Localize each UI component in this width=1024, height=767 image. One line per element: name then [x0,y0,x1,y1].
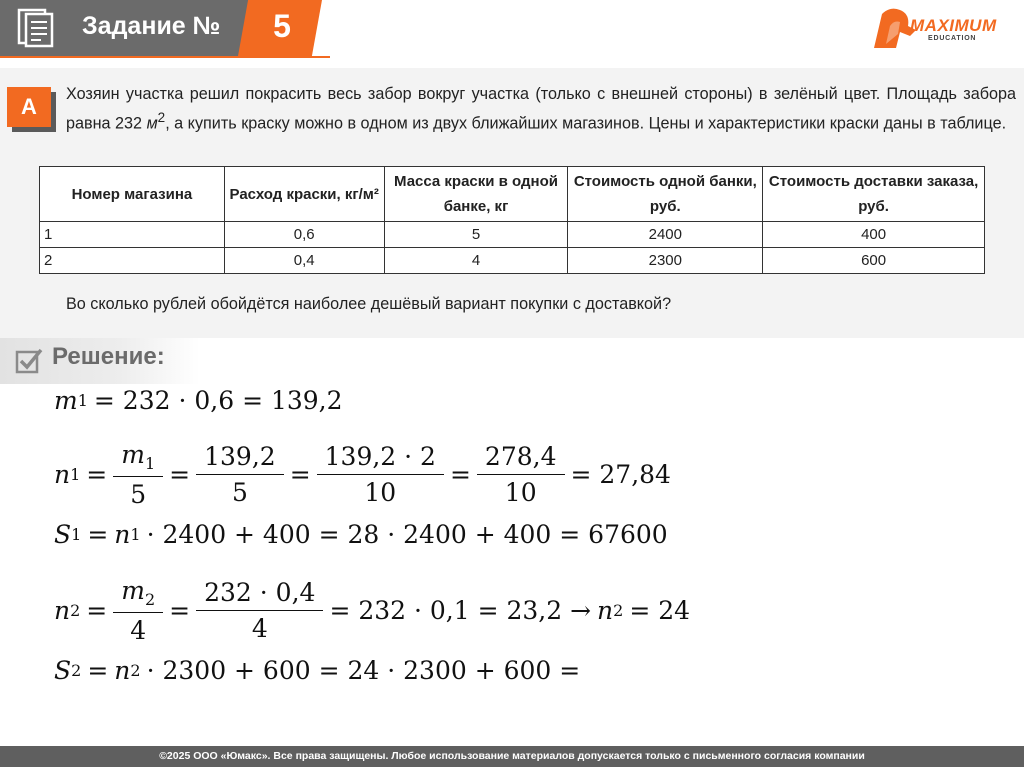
eq-var: n [114,520,131,549]
checkbox-check-icon [14,346,44,376]
eq-var: n [597,596,614,625]
table-row [40,222,985,248]
frac-den: 5 [196,474,284,507]
eq-rhs: · 2300 + 600 = 24 · 2300 + 600 = [146,656,581,685]
eq-var: n [54,596,71,625]
eq-var: n [54,460,71,489]
problem-badge: А [7,87,51,127]
fraction [117,440,159,509]
eq-var: n [114,656,131,685]
eq-rhs: = 232 · 0,1 = 23,2 → [329,596,592,625]
table-cell: 2400 [568,222,763,248]
eq-var: S [54,656,72,685]
document-icon [17,8,55,48]
frac-den: 10 [317,474,444,507]
area-unit: м [146,114,158,133]
column-header: Номер магазина [40,167,225,222]
eq-result: = 27,84 [570,460,671,489]
logo-subtext: EDUCATION [928,35,977,42]
area-unit-power: 2 [157,110,166,125]
frac-num-sub: 1 [144,454,156,473]
frac-num-var: m [121,576,145,605]
logo-text: MAXIMUM [910,16,997,35]
equation-line-1 [54,386,349,415]
eq-sub: 2 [130,661,141,680]
logo [870,2,1016,58]
frac-den: 4 [113,612,163,645]
equation-line-4: n 2 = $\frac{m_2}{4}$ = $\frac{232 \cdot 0,4}{4}$ = 232 · 0,1 = 23,2 → n 2 = 24 [54,576,691,645]
column-header: Стоимость одной банки, руб. [568,167,763,222]
table-cell: 4 [384,248,568,274]
table-cell: 1 [40,222,225,248]
fraction [200,578,319,643]
eq-sub: 1 [71,525,82,544]
footer: ©2025 ООО «Юмакс». Все права защищены. Любое использование материалов допускается только с письменного согласия компании [0,746,1024,767]
header-accent-line [0,56,330,58]
eq-rhs: · 2400 + 400 = 28 · 2400 + 400 = 67600 [146,520,668,549]
table-cell: 0,6 [224,222,384,248]
frac-num-sub: 2 [144,590,156,609]
eq-sub: 2 [70,601,81,620]
equation-line-3: S 1 = n 1 · 2400 + 400 = 28 · 2400 + 400 = 67600 [54,520,668,549]
table-cell: 5 [384,222,568,248]
problem-text-part2: , а купить краску можно в одном из двух ближайших магазинов. Цены и характеристики краски даны в таблице. [165,114,1007,133]
frac-num: 232 · 0,4 [204,578,316,607]
eq-var: S [54,520,72,549]
solution-heading: Решение: [52,343,165,370]
table-cell: 600 [763,248,985,274]
fraction [200,442,280,507]
eq-sub: 2 [613,601,624,620]
frac-den: 10 [477,474,565,507]
equation-line-2: n 1 = $\frac{m_1}{5}$ = $\frac{139,2}{5}$ = $\frac{139,2 \cdot 2}{10}$ = $\frac{278,4}{10}$ = 27,84 [54,440,671,509]
eq-sub: 1 [77,391,88,410]
column-header: Стоимость доставки заказа, руб. [763,167,985,222]
eq-sub: 1 [130,525,141,544]
problem-text-part1: Хозяин участка решил покрасить весь забор вокруг участка (только с внешней стороны) в зелёный цвет. Площадь забора равна 232 [66,85,1016,133]
equation-line-5: S 2 = n 2 · 2300 + 600 = 24 · 2300 + 600 = [54,656,581,685]
fraction [481,442,561,507]
eq-rhs: = 232 · 0,6 = 139,2 [93,386,343,415]
price-table [39,166,985,274]
eq-rhs: = 24 [629,596,691,625]
frac-num: 139,2 · 2 [324,442,436,471]
question-text: Во сколько рублей обойдётся наиболее дешёвый вариант покупки с доставкой? [66,295,672,313]
eq-var: m [54,386,78,415]
eq-sub: 2 [71,661,82,680]
frac-num-var: m [121,440,145,469]
column-header: Расход краски, кг/м² [224,167,384,222]
task-number: 5 [273,8,291,44]
column-header: Масса краски в одной банке, кг [384,167,568,222]
header [0,0,1024,68]
fraction [117,576,159,645]
table-cell: 2300 [568,248,763,274]
problem-text [66,82,1016,135]
fraction [321,442,440,507]
table-header-row [40,167,985,222]
table-cell: 2 [40,248,225,274]
table-cell: 0,4 [224,248,384,274]
table-row [40,248,985,274]
frac-num: 139,2 [204,442,276,471]
frac-num: 278,4 [484,442,557,471]
eq-sub: 1 [70,465,81,484]
page-title: Задание № [82,12,221,40]
table-cell: 400 [763,222,985,248]
frac-den: 4 [196,610,323,643]
frac-den: 5 [113,476,163,509]
